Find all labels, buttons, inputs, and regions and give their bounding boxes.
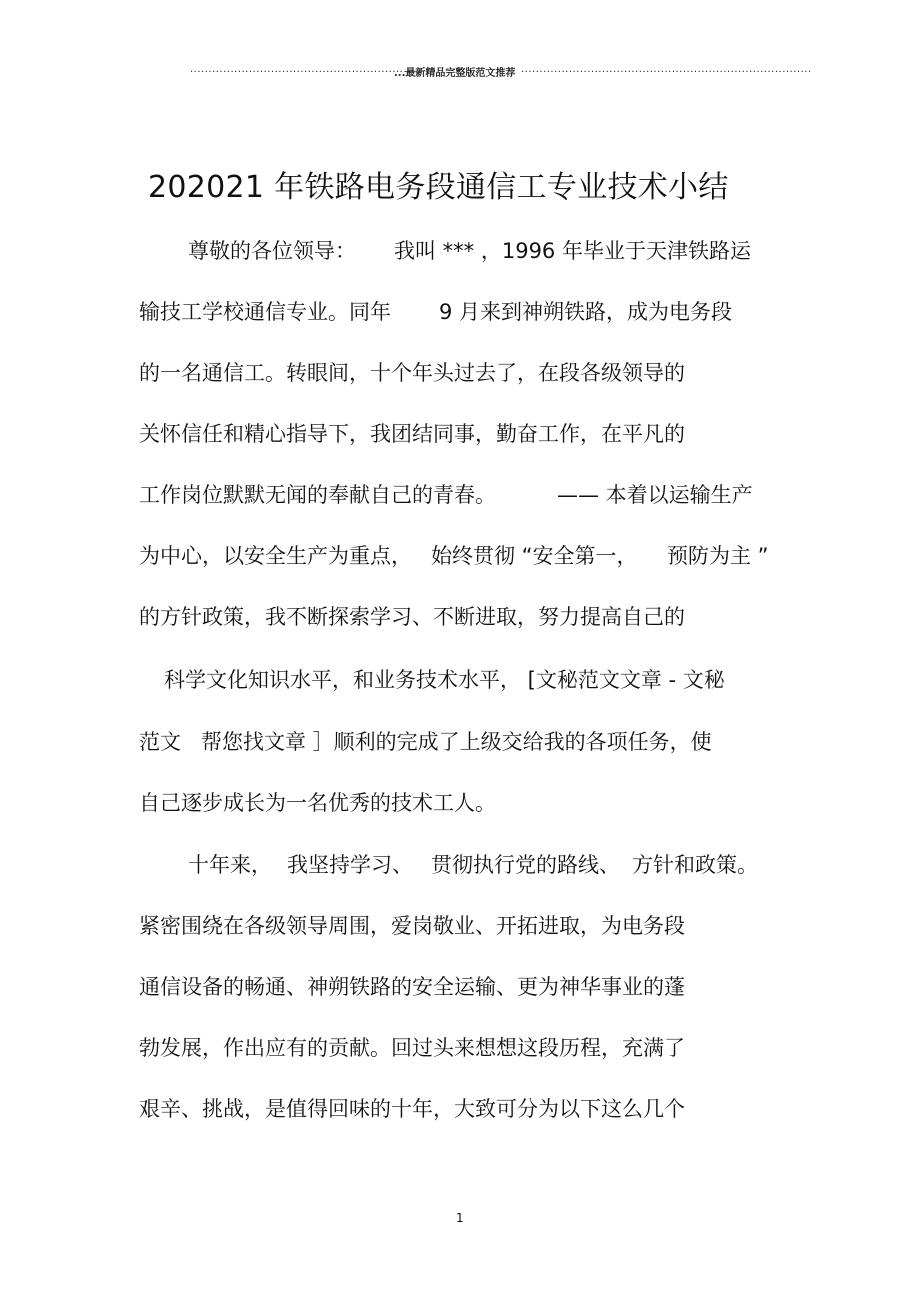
paragraph-line: 的方针政策，我不断探索学习、不断进取，努力提高自己的 [139, 605, 685, 629]
paragraph-line [139, 297, 759, 327]
page-header [190, 64, 812, 81]
paragraph-line [188, 236, 768, 266]
paragraph-line [139, 727, 759, 757]
header-dots-left: ................................................................... [190, 64, 437, 75]
header-dots-right: ............................................................................... [521, 64, 812, 75]
text-segment: 帮您找文章 ］顺利的完成了上级交给我的各项任务，使 [201, 730, 712, 754]
text-segment: 始终贯彻 “安全第一， [431, 544, 638, 568]
page-number: 1 [456, 1211, 464, 1225]
paragraph-line: 通信设备的畅通、神朔铁路的安全运输、更为神华事业的蓬 [139, 975, 685, 999]
paragraph-line: 自己逐步成长为一名优秀的技术工人。 [139, 791, 496, 815]
text-segment: 为中心，以安全生产为重点， [139, 544, 412, 568]
document-title: 202021 年铁路电务段通信工专业技术小结 [148, 170, 729, 205]
text-segment: 我坚持学习、 [287, 853, 413, 877]
paragraph-line: 科学文化知识水平，和业务技术水平， [文秘范文文章 - 文秘 [164, 668, 725, 692]
paragraph-line: 关怀信任和精心指导下，我团结同事，勤奋工作，在平凡的 [139, 422, 685, 446]
paragraph-line: 紧密围绕在各级领导周围，爱岗敬业、开拓进取，为电务段 [139, 914, 685, 938]
paragraph-line: 的一名通信工。转眼间，十个年头过去了，在段各级领导的 [139, 361, 685, 385]
text-segment: 预防为主 ” [667, 544, 769, 568]
paragraph-line: 艰辛、挑战，是值得回味的十年，大致可分为以下这么几个 [139, 1097, 685, 1121]
text-segment: —— 本着以运输生产 [557, 483, 753, 507]
paragraph-line: 勃发展，作出应有的贡献。回过头来想想这段历程，充满了 [139, 1036, 685, 1060]
text-segment: 十年来， [188, 853, 272, 877]
text-segment: 方针和政策。 [632, 853, 758, 877]
text-segment: 范文 [139, 730, 181, 754]
text-segment: 我叫 *** ，1996 年毕业于天津铁路运 [394, 239, 751, 263]
header-text: ...最新精品完整版范文推荐 [394, 68, 516, 79]
text-segment: 工作岗位默默无闻的奉献自己的青春。 [139, 483, 496, 507]
text-segment: 输技工学校通信专业。同年 [139, 300, 391, 324]
paragraph-line [139, 541, 789, 571]
text-segment: 9 月来到神朔铁路，成为电务段 [439, 300, 733, 324]
paragraph-line [188, 850, 788, 880]
text-segment: 贯彻执行党的路线、 [431, 853, 620, 877]
paragraph-line [139, 480, 779, 510]
text-segment: 尊敬的各位领导： [188, 239, 356, 263]
